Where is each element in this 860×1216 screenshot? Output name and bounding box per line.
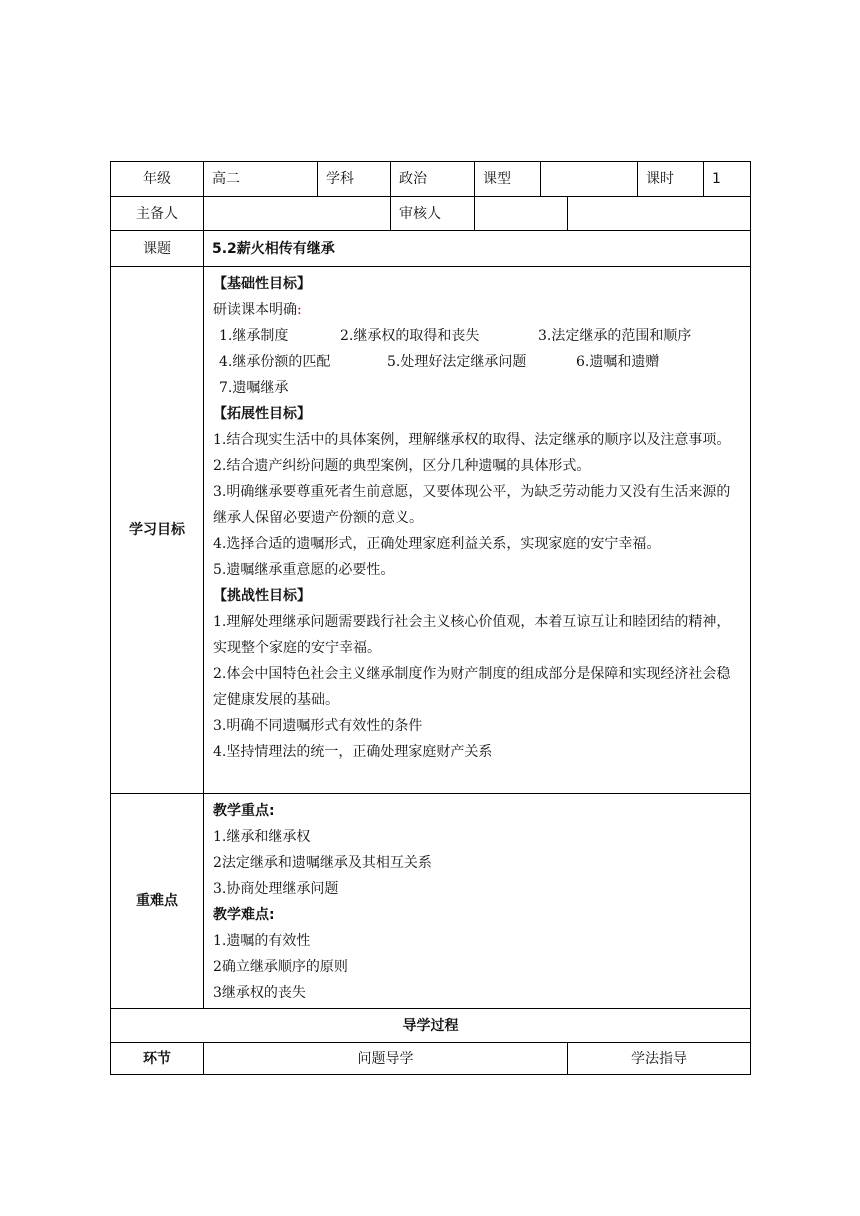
subject-label: 学科	[318, 162, 391, 197]
lesson-type-value	[541, 162, 638, 197]
basic-item: 4.继承份额的匹配	[219, 354, 331, 370]
reviewer-extra	[568, 197, 751, 231]
topic-label: 课题	[111, 231, 204, 267]
extended-item: 3.明确继承要尊重死者生前意愿，又要体现公平，为缺乏劳动能力又没有生活来源的继承人保留必要遗产份额的意义。	[213, 484, 731, 526]
objectives-label: 学习目标	[111, 267, 204, 794]
difficulty-heading: 教学难点:	[213, 907, 275, 923]
basic-item: 1.继承制度	[219, 328, 289, 344]
focus-heading: 教学重点:	[213, 803, 275, 819]
basic-items-row-1	[213, 323, 742, 349]
basic-item: 7.遗嘱继承	[219, 380, 289, 396]
focus-item: 1.继承和继承权	[213, 829, 311, 845]
challenge-item: 3.明确不同遗嘱形式有效性的条件	[213, 718, 423, 734]
extended-item: 1.结合现实生活中的具体案例，理解继承权的取得、法定继承的顺序以及注意事项。	[213, 432, 731, 448]
reviewer-label: 审核人	[391, 197, 475, 231]
key-points-content	[204, 794, 751, 1009]
preparer-label: 主备人	[111, 197, 204, 231]
subject-value: 政治	[391, 162, 475, 197]
process-header-row	[111, 1043, 751, 1075]
difficulty-item: 3继承权的丧失	[213, 985, 306, 1001]
challenge-heading: 【挑战性目标】	[213, 588, 311, 604]
topic-value: 5.2薪火相传有继承	[204, 231, 751, 267]
process-title: 导学过程	[111, 1009, 751, 1043]
basic-item: 5.处理好法定继承问题	[387, 354, 527, 370]
reviewer-value	[475, 197, 568, 231]
basic-items-row-2	[213, 349, 742, 375]
challenge-item: 1.理解处理继承问题需要践行社会主义核心价值观，本着互谅互让和睦团结的精神，实现整个家庭的安宁幸福。	[213, 614, 731, 656]
grade-label: 年级	[111, 162, 204, 197]
difficulty-item: 2确立继承顺序的原则	[213, 959, 348, 975]
objectives-row	[111, 267, 751, 794]
stage-column-header: 环节	[111, 1043, 204, 1075]
lesson-type-label: 课型	[475, 162, 541, 197]
basic-item: 6.遗嘱和遗赠	[576, 354, 660, 370]
basic-items-row-3	[213, 375, 742, 401]
basic-intro-colon: :	[297, 302, 302, 318]
topic-row	[111, 231, 751, 267]
process-title-row	[111, 1009, 751, 1043]
basic-item: 2.继承权的取得和丧失	[340, 328, 480, 344]
period-value: 1	[704, 162, 751, 197]
challenge-item: 4.坚持情理法的统一，正确处理家庭财产关系	[213, 744, 493, 760]
preparer-value	[204, 197, 391, 231]
basic-intro-text: 研读课本明确	[213, 302, 297, 318]
key-points-row	[111, 794, 751, 1009]
focus-item: 3.协商处理继承问题	[213, 881, 339, 897]
lesson-plan-sheet	[110, 161, 750, 1075]
basic-intro	[213, 297, 742, 323]
extended-heading: 【拓展性目标】	[213, 406, 311, 422]
extended-item: 2.结合遗产纠纷问题的典型案例，区分几种遗嘱的具体形式。	[213, 458, 591, 474]
period-label: 课时	[638, 162, 704, 197]
grade-value: 高二	[204, 162, 318, 197]
extended-item: 4.选择合适的遗嘱形式，正确处理家庭利益关系，实现家庭的安宁幸福。	[213, 536, 661, 552]
key-points-label: 重难点	[111, 794, 204, 1009]
difficulty-item: 1.遗嘱的有效性	[213, 933, 311, 949]
header-row-1	[111, 162, 751, 197]
extended-item: 5.遗嘱继承重意愿的必要性。	[213, 562, 395, 578]
focus-item: 2法定继承和遗嘱继承及其相互关系	[213, 855, 432, 871]
basic-heading: 【基础性目标】	[213, 276, 311, 292]
questions-column-header: 问题导学	[204, 1043, 568, 1075]
basic-item: 3.法定继承的范围和顺序	[538, 328, 692, 344]
lesson-plan-table	[110, 161, 751, 1075]
challenge-item: 2.体会中国特色社会主义继承制度作为财产制度的组成部分是保障和实现经济社会稳定健康发展的基础。	[213, 666, 731, 708]
objectives-content	[204, 267, 751, 794]
method-column-header: 学法指导	[568, 1043, 751, 1075]
header-row-2	[111, 197, 751, 231]
